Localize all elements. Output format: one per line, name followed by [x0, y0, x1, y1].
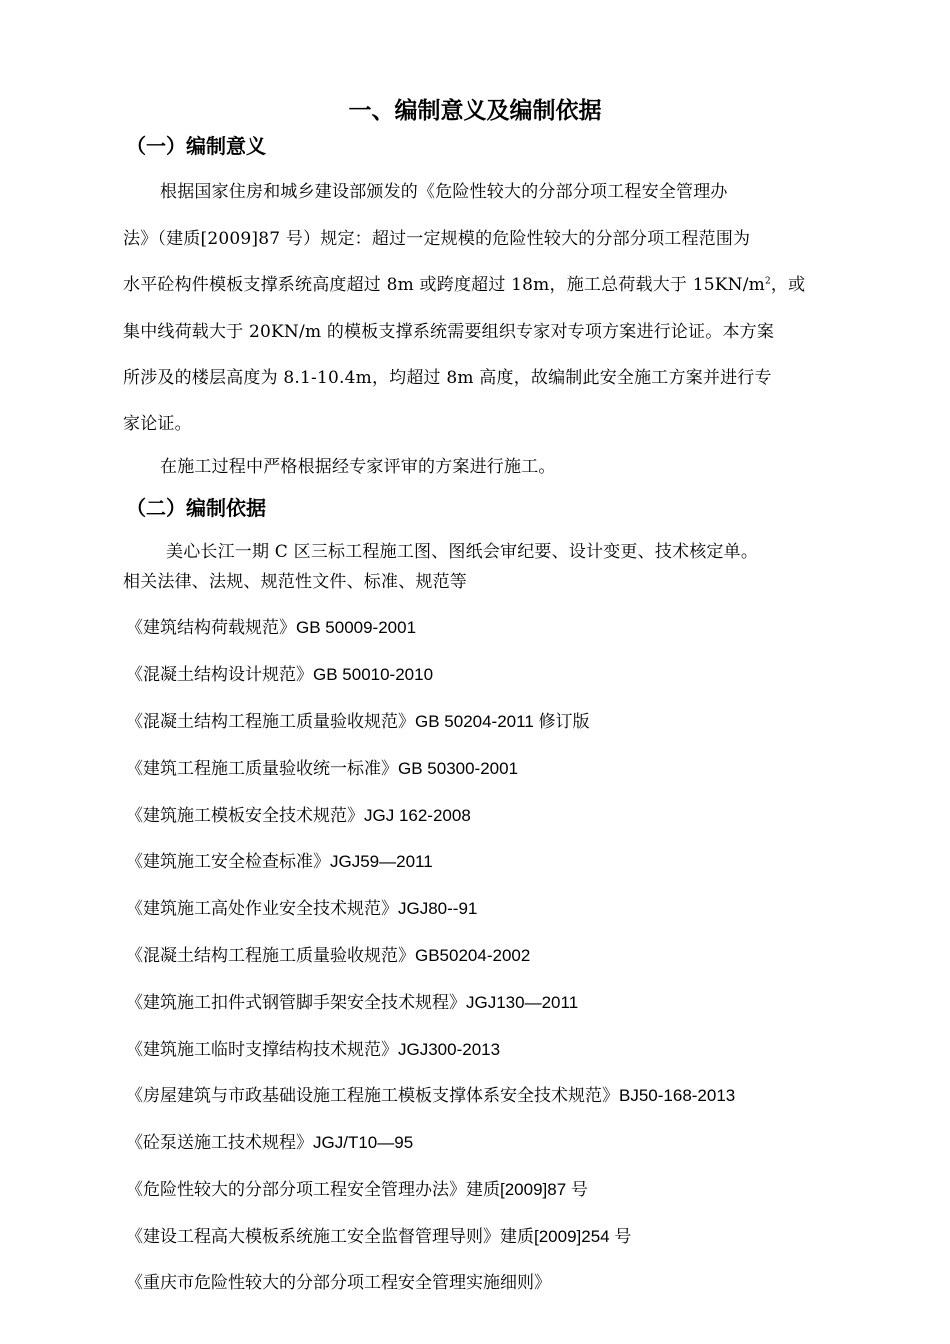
reference-item: 《建筑施工临时支撑结构技术规范》JGJ300-2013: [126, 1040, 501, 1059]
section-heading-significance: （一）编制意义: [126, 136, 266, 158]
reference-item: 《建筑施工模板安全技术规范》JGJ 162-2008: [126, 806, 471, 825]
reference-item: 《混凝土结构设计规范》GB 50010-2010: [126, 665, 434, 684]
reference-item: 《建筑施工高处作业安全技术规范》JGJ80--91: [126, 899, 478, 918]
paragraph-line: 家论证。: [123, 414, 192, 434]
reference-item: 《房屋建筑与市政基础设施工程施工模板支撑体系安全技术规范》BJ50-168-2013: [126, 1086, 736, 1105]
reference-item: 《建筑工程施工质量验收统一标准》GB 50300-2001: [126, 759, 519, 778]
reference-item: 《危险性较大的分部分项工程安全管理办法》建质[2009]87 号: [126, 1180, 588, 1199]
superscript: 2: [764, 276, 771, 287]
paragraph-line: 所涉及的楼层高度为 8.1-10.4m，均超过 8m 高度，故编制此安全施工方案并进行专: [123, 368, 772, 388]
reference-item: 《混凝土结构工程施工质量验收规范》GB50204-2002: [126, 946, 531, 965]
paragraph-line-tail: ，或: [770, 275, 806, 295]
paragraph-line: 法》（建质[2009]87 号）规定：超过一定规模的危险性较大的分部分项工程范围为: [123, 229, 751, 249]
reference-item: 《建设工程高大模板系统施工安全监督管理导则》建质[2009]254 号: [126, 1227, 632, 1246]
page-title: 一、编制意义及编制依据: [348, 97, 602, 124]
paragraph-line: 根据国家住房和城乡建设部颁发的《危险性较大的分部分项工程安全管理办: [160, 182, 728, 202]
paragraph: 在施工过程中严格根据经专家评审的方案进行施工。: [160, 457, 556, 477]
paragraph-line: [123, 270, 805, 295]
reference-item: 《建筑结构荷载规范》GB 50009-2001: [126, 618, 417, 637]
paragraph-line: 集中线荷载大于 20KN/m 的模板支撑系统需要组织专家对专项方案进行论证。本方案: [123, 322, 775, 342]
section-heading-basis: （二）编制依据: [126, 498, 266, 520]
reference-item: 《建筑施工扣件式钢管脚手架安全技术规程》JGJ130—2011: [126, 993, 579, 1012]
reference-item: 《重庆市危险性较大的分部分项工程安全管理实施细则》: [126, 1273, 551, 1292]
intro-line: 美心长江一期 C 区三标工程施工图、图纸会审纪要、设计变更、技术核定单。: [166, 542, 759, 562]
intro-line: 相关法律、法规、规范性文件、标准、规范等: [123, 572, 467, 592]
reference-item: 《建筑施工安全检查标准》JGJ59—2011: [126, 852, 433, 871]
reference-item: 《砼泵送施工技术规程》JGJ/T10—95: [126, 1133, 414, 1152]
reference-item: 《混凝土结构工程施工质量验收规范》GB 50204-2011 修订版: [126, 712, 590, 731]
paragraph-line-text: 水平砼构件模板支撑系统高度超过 8m 或跨度超过 18m，施工总荷载大于 15KN/m: [123, 275, 765, 295]
